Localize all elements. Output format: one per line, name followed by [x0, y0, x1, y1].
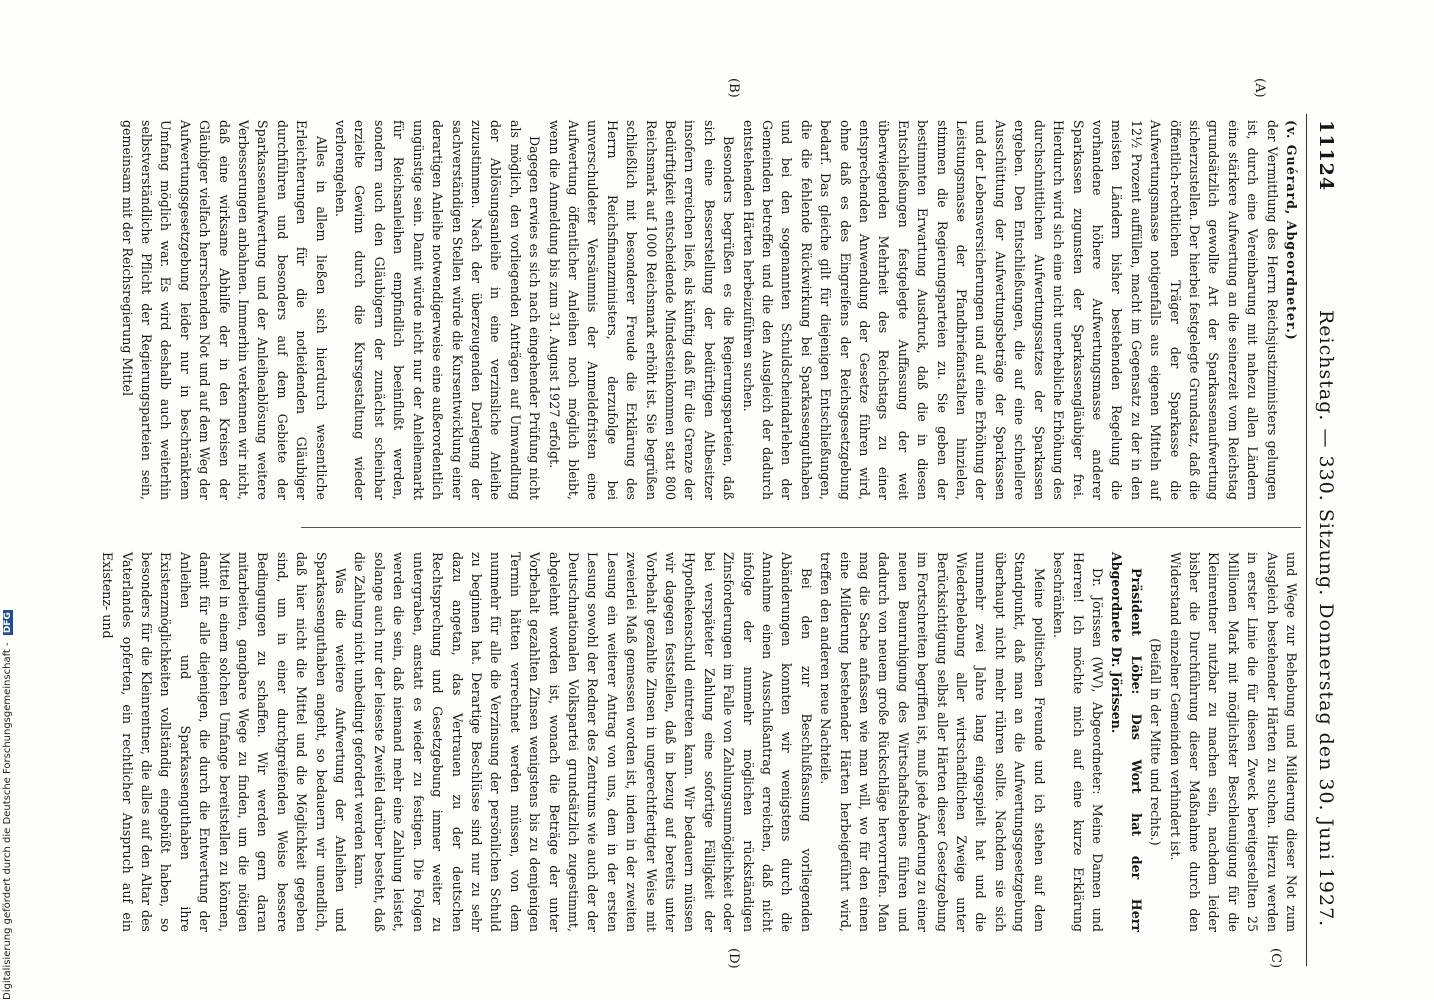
credit-text: Digitalisierung gefördert durch die Deutsche Forschungsgemeinschaft - [2, 642, 13, 1000]
paragraph: der Vermittlung des Herrn Reichsjustizministers gelungen ist, durch eine Vereinbarung mit nahezu allen Ländern eine stärkere Aufwertung an die seinerzeit vom Reichstag grundsätzlich gewollte Art der Sparkassenaufwertung sicherzustellen. Der hierbei festgelegte Grundsatz, daß die öffentlich-rechtlichen Träger der Sparkasse die Aufwertungsmasse notigenfalls aus eigenen Mitteln auf 12½ Prozent auffüllen, macht im Gegensatz zu der in den meisten Ländern bisher bestehenden Regelung die vorhandene höhere Aufwertungsmasse anderer Sparkassen zugunsten der Sparkassengläubiger frei. Hierdurch wird sich eine nicht unerhebliche Erhöhung des durchschnittlichen Aufwertungssatzes der Sparkassen ergeben. Den Entschließungen, die auf eine schnellere Ausschüttung der Aufwertungsbeträge der Sparkassen und der Lebensversicherungen und auf eine Erhöhung der Leistungsmasse der Pfandbriefanstalten hinzielen, stimmen die Regierungsparteien zu. Sie geben der bestimmten Erwartung Ausdruck, daß die in diesen Entschließungen festgelegte Auffassung der weit überwiegenden Mehrheit des Reichstags zu einer entsprechenden Anwendung der Gesetze führen wird, ohne daß es des Eingreifens der Reichsgesetzgebung bedarf. Das gleiche gilt für diejenigen Entschließungen, die die fehlende Rückwirkung bei Sparkassenguthaben und bei den sogenannten Schuldscheindarlehen der Gemeinden betreffen und die den Ausgleich der dadurch entstehenden Härten herbeizuführen suchen. [740, 120, 1280, 500]
margin-label-b: (B) [726, 78, 741, 98]
paragraph: und Wege zur Behebung und Milderung dieser Not zum Ausgleich bestehender Härten zu suchen. Hierzu werden in erster Linie die für diesen Zweck bereitgestellten 25 Millionen Mark mit möglichster Beschleunigung für die Kleinrentner nutzbar zu machen sein, nachdem leider bisher die Durchführung dieser Maßnahme durch den Widerstand einzelner Gemeinden verhindert ist. [1167, 552, 1299, 932]
page-number: 11124 [1315, 120, 1337, 192]
column-divider [301, 527, 1301, 528]
paragraph: Meine politischen Freunde und ich stehen auf dem Standpunkt, daß man an die Aufwertungsgesetzgebung überhaupt nicht mehr rühren sollte. Nachdem sie sich nunmehr zwei Jahre lang eingespielt hat und die Wiederbelebung aller wirtschaftlichen Zweige unter Berücksichtigung selbst aller Härten dieser Gesetzgebung im Fortschreiten begriffen ist, muß jede Änderung zu einer neuen Beunruhigung des Wirtschaftslebens führen und dadurch von neuem große Rückschläge hervorrufen. Man mag die Sache anfassen wie man will, wo für den einen eine Milderung bestehender Härten herbeigeführt wird, treffen den anderen neue Nachteile. [818, 552, 1047, 932]
digitization-credit [2, 0, 16, 1000]
header-rule [1306, 114, 1307, 966]
paragraph: Was die weitere Aufwertung der Anleihen und Sparkassenguthaben angeht, so bedauern wir unendlich, daß hier nicht die Mittel und die Möglichkeit gegeben sind, um in einer durchgreifenden Weise bessere Bedingungen zu schaffen. Wir werden gern daran mitarbeiten, gangbare Wege zu finden, um die nötigen Mittel in einem solchen Umfange bereitstellen zu können, damit für alle diejenigen, die durch die Entwertung der Anleihen und Sparkassenguthaben ihre Existenzmöglichkeiten vollständig eingebüßt haben, so besonders für die Kleinrentner, die alles auf den Altar des Vaterlandes opferten, ein rechtlicher Anspruch auf ein Existenz- und [100, 552, 349, 932]
margin-label-c: (C) [1268, 948, 1283, 969]
dfg-logo: DFG [3, 612, 13, 634]
page-title: Reichstag. — 330. Sitzung. Donnerstag den 30. Juni 1927. [1315, 310, 1337, 928]
paragraph: Alles in allem ließen sich hierdurch wesentliche Erleichterungen für die notleidenden Gläubiger durchführen und besonders auf dem Gebiete der Sparkassenaufwertung und der Anleiheablösung weitere Verbesserungen anbahnen. Immerhin verkennen wir nicht, daß eine wirksame Abhilfe der in den Kreisen der Gläubiger vielfach herrschenden Not und auf dem Weg der Aufwertungsgesetzgebung leider nur in beschränktem Umfang möglich war. Es wird deshalb auch weiterhin selbstverständliche Pflicht der Regierungsparteien sein, gemeinsam mit der Reichsregierung Mittel [119, 120, 329, 500]
paragraph: Bei den zur Beschlußfassung vorliegenden Abänderungen konnten wir wenigstens durch die Annahme einen Ausschußantrag erreichen, daß nicht infolge der nunmehr möglichen rückständigen Zinsforderungen im Falle von Zahlungsunmöglichkeit oder bei verspäteter Zahlung eine sofortige Fälligkeit der Hypothekenschuld eintreten kann. Wir bedauern müssen wir dagegen feststellen, daß in bezug auf bereits unter Vorbehalt gezahlte Zinsen in ungerechtfertigter Weise mit zweierlei Maß gemessen worden ist, indem in der zweiten Lesung ein weiterer Antrag von uns, dem in der ersten Lesung sowohl der Redner des Zentrums wie auch der der Deutschnationalen Volkspartei grundsätzlich zugestimmt, abgelehnt worden ist, wonach die Beträge der unter Vorbehalt gezahlten Zinsen wenigstens bis zu demjenigen Termin hätten verrechnet werden müssen, von dem nunmehr für alle die Verzinsung der persönlichen Schuld zu beginnen hat. Derartige Beschlüsse sind nur zu sehr dazu angetan, das Vertrauen zu der deutschen Rechtsprechung und Gesetzgebung immer weiter zu untergraben, anstatt es wieder zu festigen. Die Folgen werden die sein, daß niemand mehr eine Zahlung leistet, solange auch nur der leiseste Zweifel darüber besteht, daß die Zahlung nicht unbedingt gefordert werden kann. [352, 552, 814, 932]
margin-label-a: (A) [1252, 78, 1267, 98]
page-header [1305, 100, 1345, 980]
speaker-intro: Dr. Jörissen (WV), Abgeordneter: Meine Damen und Herren! Ich möchte mich auf eine kurze Erklärung beschränken. [1051, 552, 1105, 932]
paragraph: Dagegen erwies es sich nach eingehender Prüfung nicht als möglich, den vorliegenden Anträgen auf Umwandlung der Ablösungsanleihe in eine verzinsliche Anleihe zuzustimmen. Nach der überzeugenden Darlegung der sachverständigen Stellen würde die Kursentwicklung einer derartigen Anleihe notwendigerweise eine außerordentlich ungünstige sein. Damit würde nicht nur der Anleihemarkt für Reichsanleihen empfindlich beeinflußt werden, sondern auch den Gläubigern der zunächst scheinbar erzielte Gewinn durch die Kursgestaltung wieder verlorengehen. [333, 120, 543, 500]
text-column-left [117, 120, 1301, 500]
applause-note: (Beifall in der Mitte und rechts.) [1148, 638, 1164, 846]
paragraph: Besonders begrüßen es die Regierungsparteien, daß sich eine Besserstellung der bedürftigen Altbesitzer insofern erreichen ließ, als künftig daß für die Grenze der Bedürftigkeit entscheidende Mindesteinkommen statt 800 Reichsmark auf 1000 Reichsmark erhöht ist. Sie begrüßen schließlich mit besonderer Freude die Erklärung des Herrn Reichsfinanzministers, derzufolge bei unverschuldeter Versäumnis der Anmeldefristen eine Aufwertung öffentlicher Anleihen noch möglich bleibt, wenn die Anmeldung bis zum 31. August 1927 erfolgt. [546, 120, 737, 500]
rotated-page-content [100, 78, 1345, 980]
margin-label-d: (D) [726, 948, 741, 969]
text-column-right [98, 552, 1301, 932]
speaker-line: (v. Guérard, Abgeordneter.) [1284, 120, 1299, 341]
president-line: Präsident Löbe: Das Wort hat der Herr Abgeordnete Dr. Jörissen. [1109, 552, 1144, 932]
